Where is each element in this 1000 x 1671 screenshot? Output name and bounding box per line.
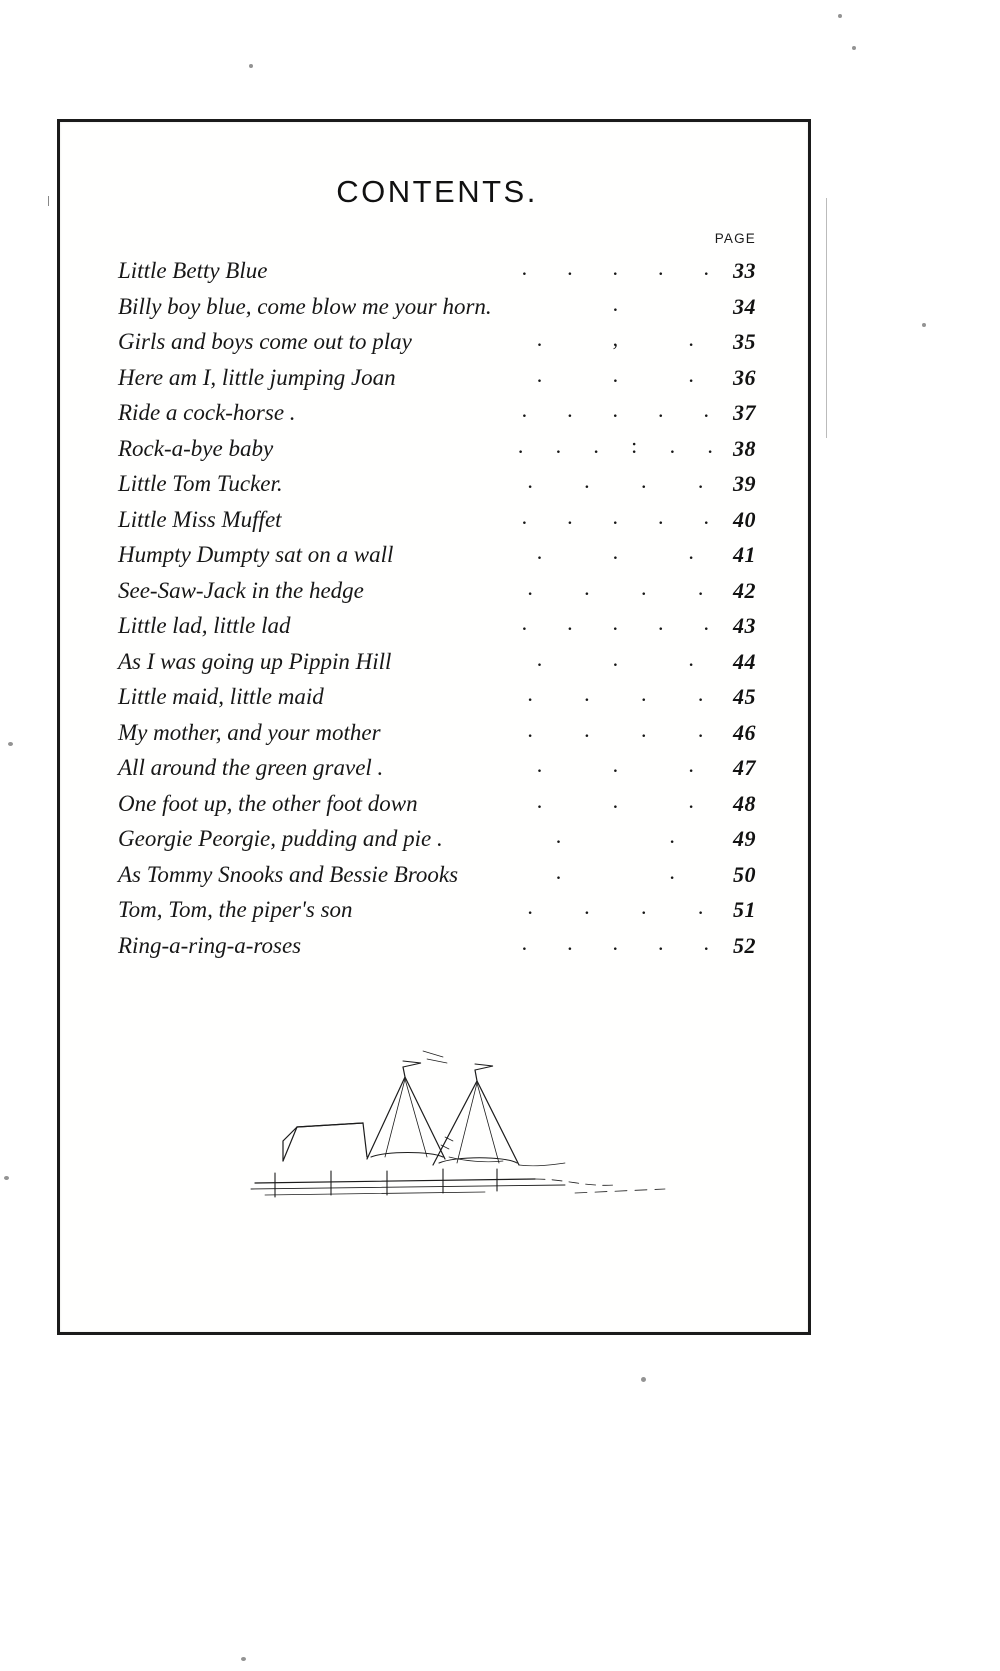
toc-body bbox=[118, 255, 756, 968]
page-edge-rule bbox=[826, 198, 827, 438]
toc-leader-dots: . , . bbox=[536, 326, 694, 351]
toc-leader-dots: . . . . bbox=[527, 574, 704, 600]
table-row[interactable] bbox=[118, 933, 756, 969]
toc-entry-page: 46 bbox=[733, 719, 756, 745]
toc-leader-dots: . . bbox=[555, 858, 675, 884]
table-row[interactable] bbox=[118, 542, 756, 578]
toc-entry-page: 40 bbox=[733, 506, 756, 532]
table-row[interactable] bbox=[118, 294, 756, 330]
toc-entry-title: Ring-a-ring-a-roses bbox=[118, 932, 302, 958]
toc-entry-title: Tom, Tom, the piper's son bbox=[118, 897, 353, 922]
toc-entry-title: Little Tom Tucker. bbox=[118, 471, 283, 496]
toc-entry-page: 42 bbox=[733, 577, 756, 603]
table-row[interactable] bbox=[118, 755, 756, 791]
table-row[interactable] bbox=[118, 826, 756, 862]
table-row[interactable] bbox=[118, 862, 756, 898]
toc-leader-dots: . . bbox=[555, 823, 675, 848]
toc-entry-page: 36 bbox=[733, 364, 756, 390]
toc-entry-page: 51 bbox=[733, 897, 756, 922]
toc-entry-title: Ride a cock-horse . bbox=[118, 400, 296, 425]
toc-entry-page: 35 bbox=[733, 329, 756, 354]
toc-leader-dots: . . . bbox=[536, 787, 694, 813]
toc-entry-page: 50 bbox=[733, 861, 756, 887]
table-row[interactable] bbox=[118, 897, 756, 933]
toc-leader-dots: . . . . bbox=[527, 894, 704, 919]
toc-entry-page: 39 bbox=[733, 471, 756, 496]
toc-entry-title: Georgie Peorgie, pudding and pie . bbox=[118, 826, 443, 851]
page-column-header: PAGE bbox=[714, 231, 756, 246]
table-row[interactable] bbox=[118, 329, 756, 365]
toc-entry-title: Little maid, little maid bbox=[118, 684, 324, 709]
toc-entry-page: 48 bbox=[733, 790, 756, 816]
toc-entry-title: Rock-a-bye baby bbox=[118, 435, 274, 461]
toc-leader-dots: . bbox=[612, 290, 619, 316]
toc-leader-dots: . . . . . bbox=[521, 929, 709, 955]
toc-entry-page: 49 bbox=[733, 826, 756, 851]
toc-entry-title: Little Miss Muffet bbox=[118, 506, 282, 532]
table-row[interactable] bbox=[118, 507, 756, 543]
table-row[interactable] bbox=[118, 684, 756, 720]
table-row[interactable] bbox=[118, 720, 756, 756]
toc-entry-page: 38 bbox=[733, 435, 756, 461]
toc-leader-dots: . . . . bbox=[527, 716, 704, 742]
toc-leader-dots: . . . . bbox=[527, 681, 704, 706]
page-title: CONTENTS. bbox=[336, 174, 538, 209]
table-row[interactable] bbox=[118, 400, 756, 436]
printed-page bbox=[57, 119, 811, 1335]
scan-speck bbox=[249, 64, 253, 68]
scan-speck bbox=[922, 323, 926, 327]
toc-entry-page: 45 bbox=[733, 684, 756, 709]
table-row[interactable] bbox=[118, 436, 756, 472]
toc-entry-page: 43 bbox=[733, 613, 756, 638]
toc-leader-dots: . . . . . bbox=[521, 610, 709, 635]
toc-entry-title: One foot up, the other foot down bbox=[118, 790, 418, 816]
table-row[interactable] bbox=[118, 791, 756, 827]
toc-entry-title: My mother, and your mother bbox=[118, 719, 381, 745]
toc-entry-title: All around the green gravel . bbox=[118, 755, 384, 780]
toc-leader-dots: . . . bbox=[536, 539, 694, 564]
toc-entry-page: 47 bbox=[733, 755, 756, 780]
toc-entry-page: 52 bbox=[733, 932, 756, 958]
scan-speck bbox=[641, 1377, 646, 1382]
toc-entry-title: As Tommy Snooks and Bessie Brooks bbox=[118, 861, 459, 887]
toc-leader-dots: . . . bbox=[536, 645, 694, 671]
table-row[interactable] bbox=[118, 613, 756, 649]
table-row[interactable] bbox=[118, 365, 756, 401]
toc-entry-title: Billy boy blue, come blow me your horn. bbox=[118, 293, 492, 319]
toc-entry-title: Here am I, little jumping Joan bbox=[118, 364, 396, 390]
toc-entry-page: 34 bbox=[733, 293, 756, 319]
tents-illustration bbox=[235, 1037, 715, 1207]
toc-entry-title: Girls and boys come out to play bbox=[118, 329, 412, 354]
table-row[interactable] bbox=[118, 471, 756, 507]
toc-leader-dots: . . . bbox=[536, 752, 694, 777]
toc-entry-title: Humpty Dumpty sat on a wall bbox=[118, 542, 394, 567]
scan-speck bbox=[4, 1176, 9, 1180]
toc-leader-dots: . . . : . . bbox=[517, 432, 713, 458]
toc-leader-dots: . . . . . bbox=[521, 397, 709, 422]
margin-tick bbox=[48, 196, 49, 206]
scan-speck bbox=[8, 742, 13, 746]
toc-entry-page: 37 bbox=[733, 400, 756, 425]
table-row[interactable] bbox=[118, 578, 756, 614]
toc-leader-dots: . . . . . bbox=[521, 255, 709, 280]
table-of-contents bbox=[118, 255, 756, 968]
toc-entry-title: Little lad, little lad bbox=[118, 613, 291, 638]
scan-speck bbox=[838, 14, 842, 18]
toc-leader-dots: . . . . . bbox=[521, 503, 709, 529]
toc-leader-dots: . . . bbox=[536, 361, 694, 387]
toc-entry-title: As I was going up Pippin Hill bbox=[118, 648, 392, 674]
toc-entry-page: 33 bbox=[733, 258, 756, 283]
table-row[interactable] bbox=[118, 258, 756, 294]
toc-entry-page: 44 bbox=[733, 648, 756, 674]
toc-entry-title: See-Saw-Jack in the hedge bbox=[118, 577, 364, 603]
toc-entry-page: 41 bbox=[733, 542, 756, 567]
scan-speck bbox=[241, 1657, 246, 1661]
toc-entry-title: Little Betty Blue bbox=[118, 258, 268, 283]
table-row[interactable] bbox=[118, 649, 756, 685]
scan-speck bbox=[852, 46, 856, 50]
toc-leader-dots: . . . . bbox=[527, 468, 704, 493]
